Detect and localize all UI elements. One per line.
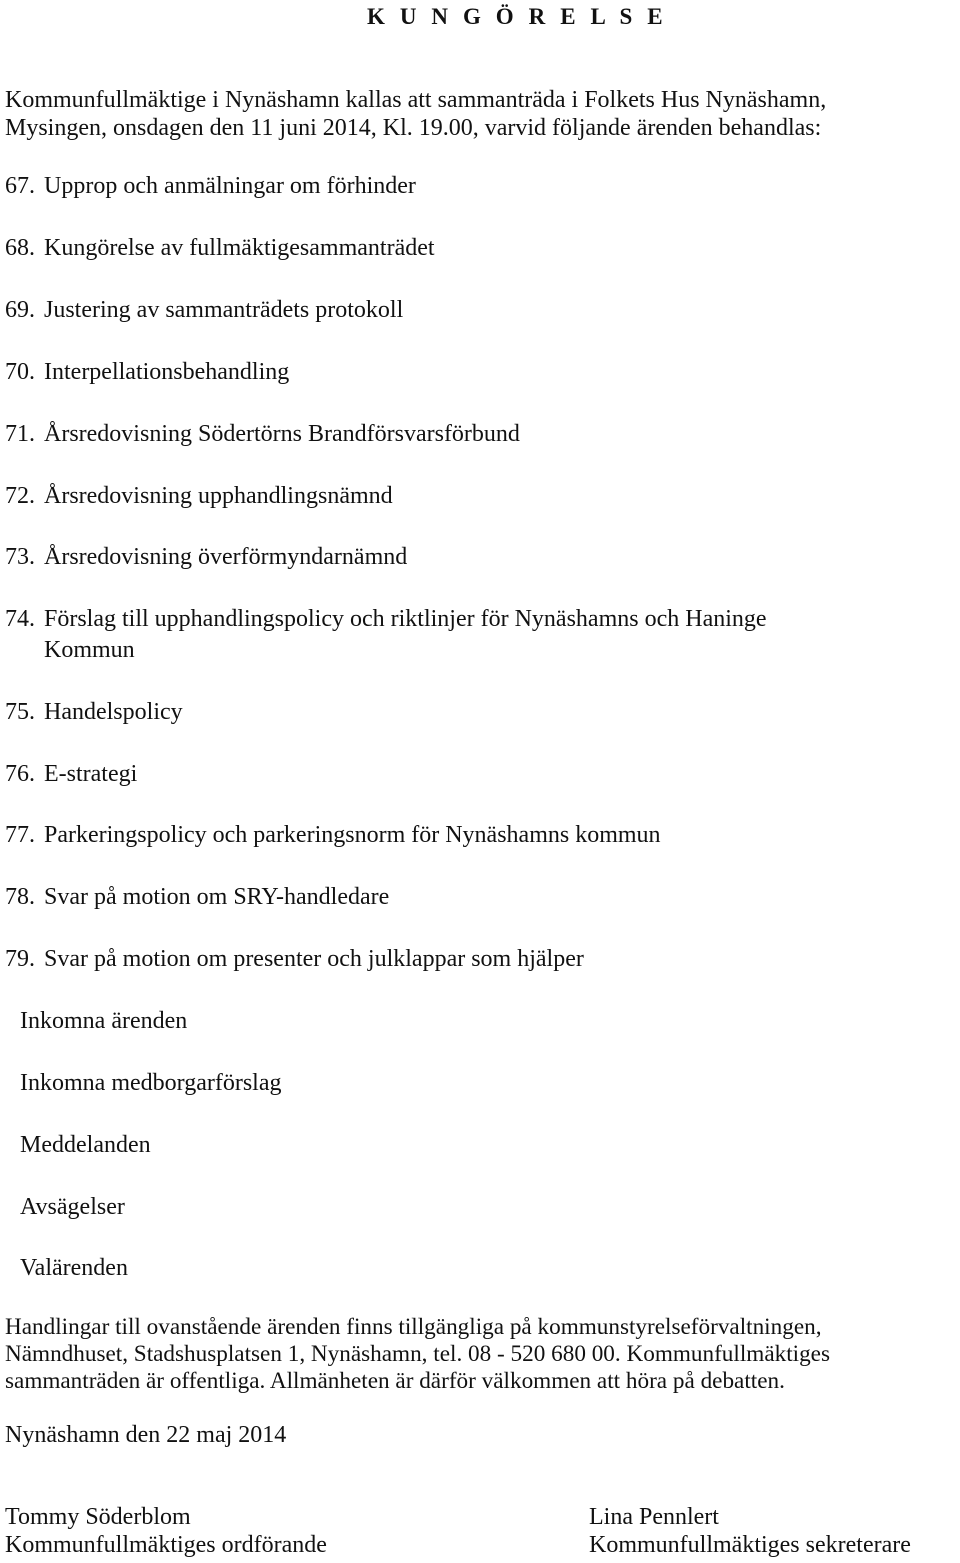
agenda-item-text: Svar på motion om SRY-handledare xyxy=(44,884,390,910)
agenda-item-67 xyxy=(5,172,416,200)
agenda-item-number: 76. xyxy=(5,761,35,787)
agenda-item-number: 79. xyxy=(5,946,35,972)
agenda-item-number: 78. xyxy=(5,884,35,910)
agenda-item-number: 75. xyxy=(5,699,35,725)
agenda-item-number: 73. xyxy=(5,544,35,570)
page-title: K U N G Ö R E L S E xyxy=(367,4,668,29)
agenda-item-text: E-strategi xyxy=(44,761,138,787)
agenda-item-74 xyxy=(5,605,767,664)
agenda-item-77 xyxy=(5,821,661,849)
agenda-item-text: Parkeringspolicy och parkeringsnorm för Nynäshamns kommun xyxy=(44,822,661,848)
agenda-item-70 xyxy=(5,358,289,386)
agenda-item-text: Årsredovisning Södertörns Brandförsvarsförbund xyxy=(44,421,520,447)
signature-role: Kommunfullmäktiges sekreterare xyxy=(589,1532,911,1558)
agenda-item-number: 72. xyxy=(5,483,35,509)
agenda-item-number: 68. xyxy=(5,235,35,261)
agenda-item-69 xyxy=(5,296,403,324)
intro-line: Kommunfullmäktige i Nynäshamn kallas att sammanträda i Folkets Hus Nynäshamn, xyxy=(5,87,827,113)
section-avsagelser: Avsägelser xyxy=(20,1194,125,1220)
agenda-item-71 xyxy=(5,420,520,448)
agenda-item-number: 69. xyxy=(5,297,35,323)
agenda-item-text: Handelspolicy xyxy=(44,699,183,725)
section-meddelanden: Meddelanden xyxy=(20,1132,151,1158)
agenda-item-75 xyxy=(5,698,183,726)
section-inkomna-arenden: Inkomna ärenden xyxy=(20,1008,188,1034)
intro-paragraph xyxy=(5,86,826,142)
agenda-item-73 xyxy=(5,543,407,571)
signature-name: Tommy Söderblom xyxy=(5,1504,191,1530)
agenda-item-text: Justering av sammanträdets protokoll xyxy=(44,297,404,323)
agenda-item-text: Interpellationsbehandling xyxy=(44,359,290,385)
place-date: Nynäshamn den 22 maj 2014 xyxy=(5,1422,287,1448)
signature-role: Kommunfullmäktiges ordförande xyxy=(5,1532,327,1558)
section-valarenden: Valärenden xyxy=(20,1255,128,1281)
agenda-item-79 xyxy=(5,945,584,973)
signature-name: Lina Pennlert xyxy=(589,1504,719,1530)
footer-paragraph xyxy=(5,1314,830,1395)
agenda-item-text: Årsredovisning upphandlingsnämnd xyxy=(44,483,393,509)
agenda-item-text: Upprop och anmälningar om förhinder xyxy=(44,173,416,199)
signature-secretary xyxy=(589,1503,911,1559)
agenda-item-76 xyxy=(5,760,137,788)
agenda-item-72 xyxy=(5,482,393,510)
agenda-item-text: Svar på motion om presenter och julklappar som hjälper xyxy=(44,946,584,972)
agenda-item-text: Förslag till upphandlingspolicy och riktlinjer för Nynäshamns och Haninge xyxy=(44,606,767,632)
intro-line: Mysingen, onsdagen den 11 juni 2014, Kl. 19.00, varvid följande ärenden behandlas: xyxy=(5,115,822,141)
footer-line: sammanträden är offentliga. Allmänheten är därför välkommen att höra på debatten. xyxy=(5,1368,785,1394)
agenda-item-number: 67. xyxy=(5,173,35,199)
footer-line: Nämndhuset, Stadshusplatsen 1, Nynäshamn, tel. 08 - 520 680 00. Kommunfullmäktiges xyxy=(5,1341,831,1367)
agenda-item-number: 70. xyxy=(5,359,35,385)
agenda-item-78 xyxy=(5,883,389,911)
agenda-item-text: Årsredovisning överförmyndarnämnd xyxy=(44,544,408,570)
section-inkomna-medborgarforslag: Inkomna medborgarförslag xyxy=(20,1070,282,1096)
agenda-item-number: 77. xyxy=(5,822,35,848)
signature-chairman xyxy=(5,1503,327,1559)
agenda-item-number: 71. xyxy=(5,421,35,447)
footer-line: Handlingar till ovanstående ärenden finns tillgängliga på kommunstyrelseförvaltningen, xyxy=(5,1314,822,1340)
agenda-item-number: 74. xyxy=(5,606,35,632)
agenda-item-text: Kungörelse av fullmäktigesammanträdet xyxy=(44,235,435,261)
agenda-item-text-continuation: Kommun xyxy=(44,637,135,663)
agenda-item-68 xyxy=(5,234,435,262)
